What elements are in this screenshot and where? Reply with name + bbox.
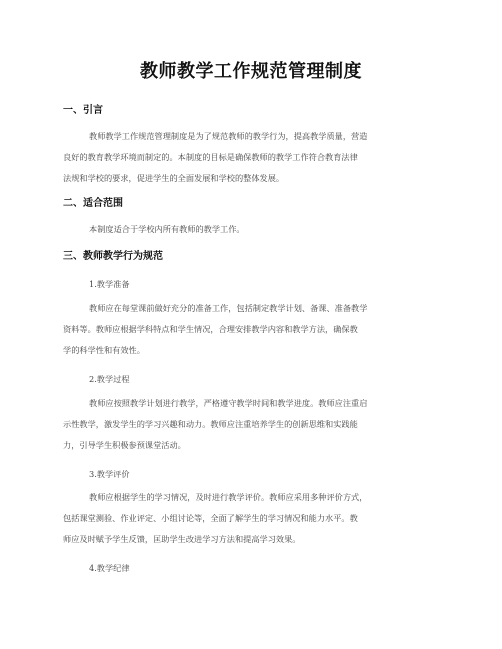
paragraph-line: 教师应在每堂课前做好充分的准备工作，包括制定教学计划、备课、准备教学 [89,303,368,313]
item-label: 1.教学准备 [89,279,130,289]
item-label: 4.教学纪律 [89,563,130,573]
paragraph-line: 包括课堂测验、作业评定、小组讨论等，全面了解学生的学习情况和能力水平。教 [63,513,358,523]
paragraph-line: 教师应按照教学计划进行教学，严格遵守教学时间和教学进度。教师应注重启 [89,398,368,408]
item-label: 2.教学过程 [89,374,130,384]
section-heading-intro: 一、引言 [63,105,103,116]
paragraph-line: 教师教学工作规范管理制度是为了规范教师的教学行为，提高教学质量，营造 [89,131,368,141]
paragraph-line: 示性教学，激发学生的学习兴趣和动力。教师应注重培养学生的创新思维和实践能 [63,419,358,429]
paragraph-line: 师应及时赋予学生反馈，匡助学生改进学习方法和提高学习效果。 [63,534,301,544]
paragraph-line: 本制度适合于学校内所有教师的教学工作。 [89,224,245,234]
paragraph-line: 教师应根据学生的学习情况，及时进行教学评价。教师应采用多种评价方式， [89,492,368,502]
section-heading-scope: 二、适合范围 [63,198,123,209]
paragraph-line: 良好的教育教学环境而制定的。本制度的目标是确保教师的教学工作符合教育法律 [63,152,358,162]
paragraph-line: 力，引导学生积极参预课堂活动。 [63,440,186,450]
page-title: 教师教学工作规范管理制度 [140,61,362,82]
paragraph-line: 学的科学性和有效性。 [63,345,145,355]
paragraph-line: 法规和学校的要求，促进学生的全面发展和学校的整体发展。 [63,173,285,183]
paragraph-line: 资料等。教师应根据学科特点和学生情况，合理安排教学内容和教学方法，确保教 [63,324,358,334]
item-label: 3.教学评价 [89,469,130,479]
section-heading-conduct: 三、教师教学行为规范 [63,251,163,262]
